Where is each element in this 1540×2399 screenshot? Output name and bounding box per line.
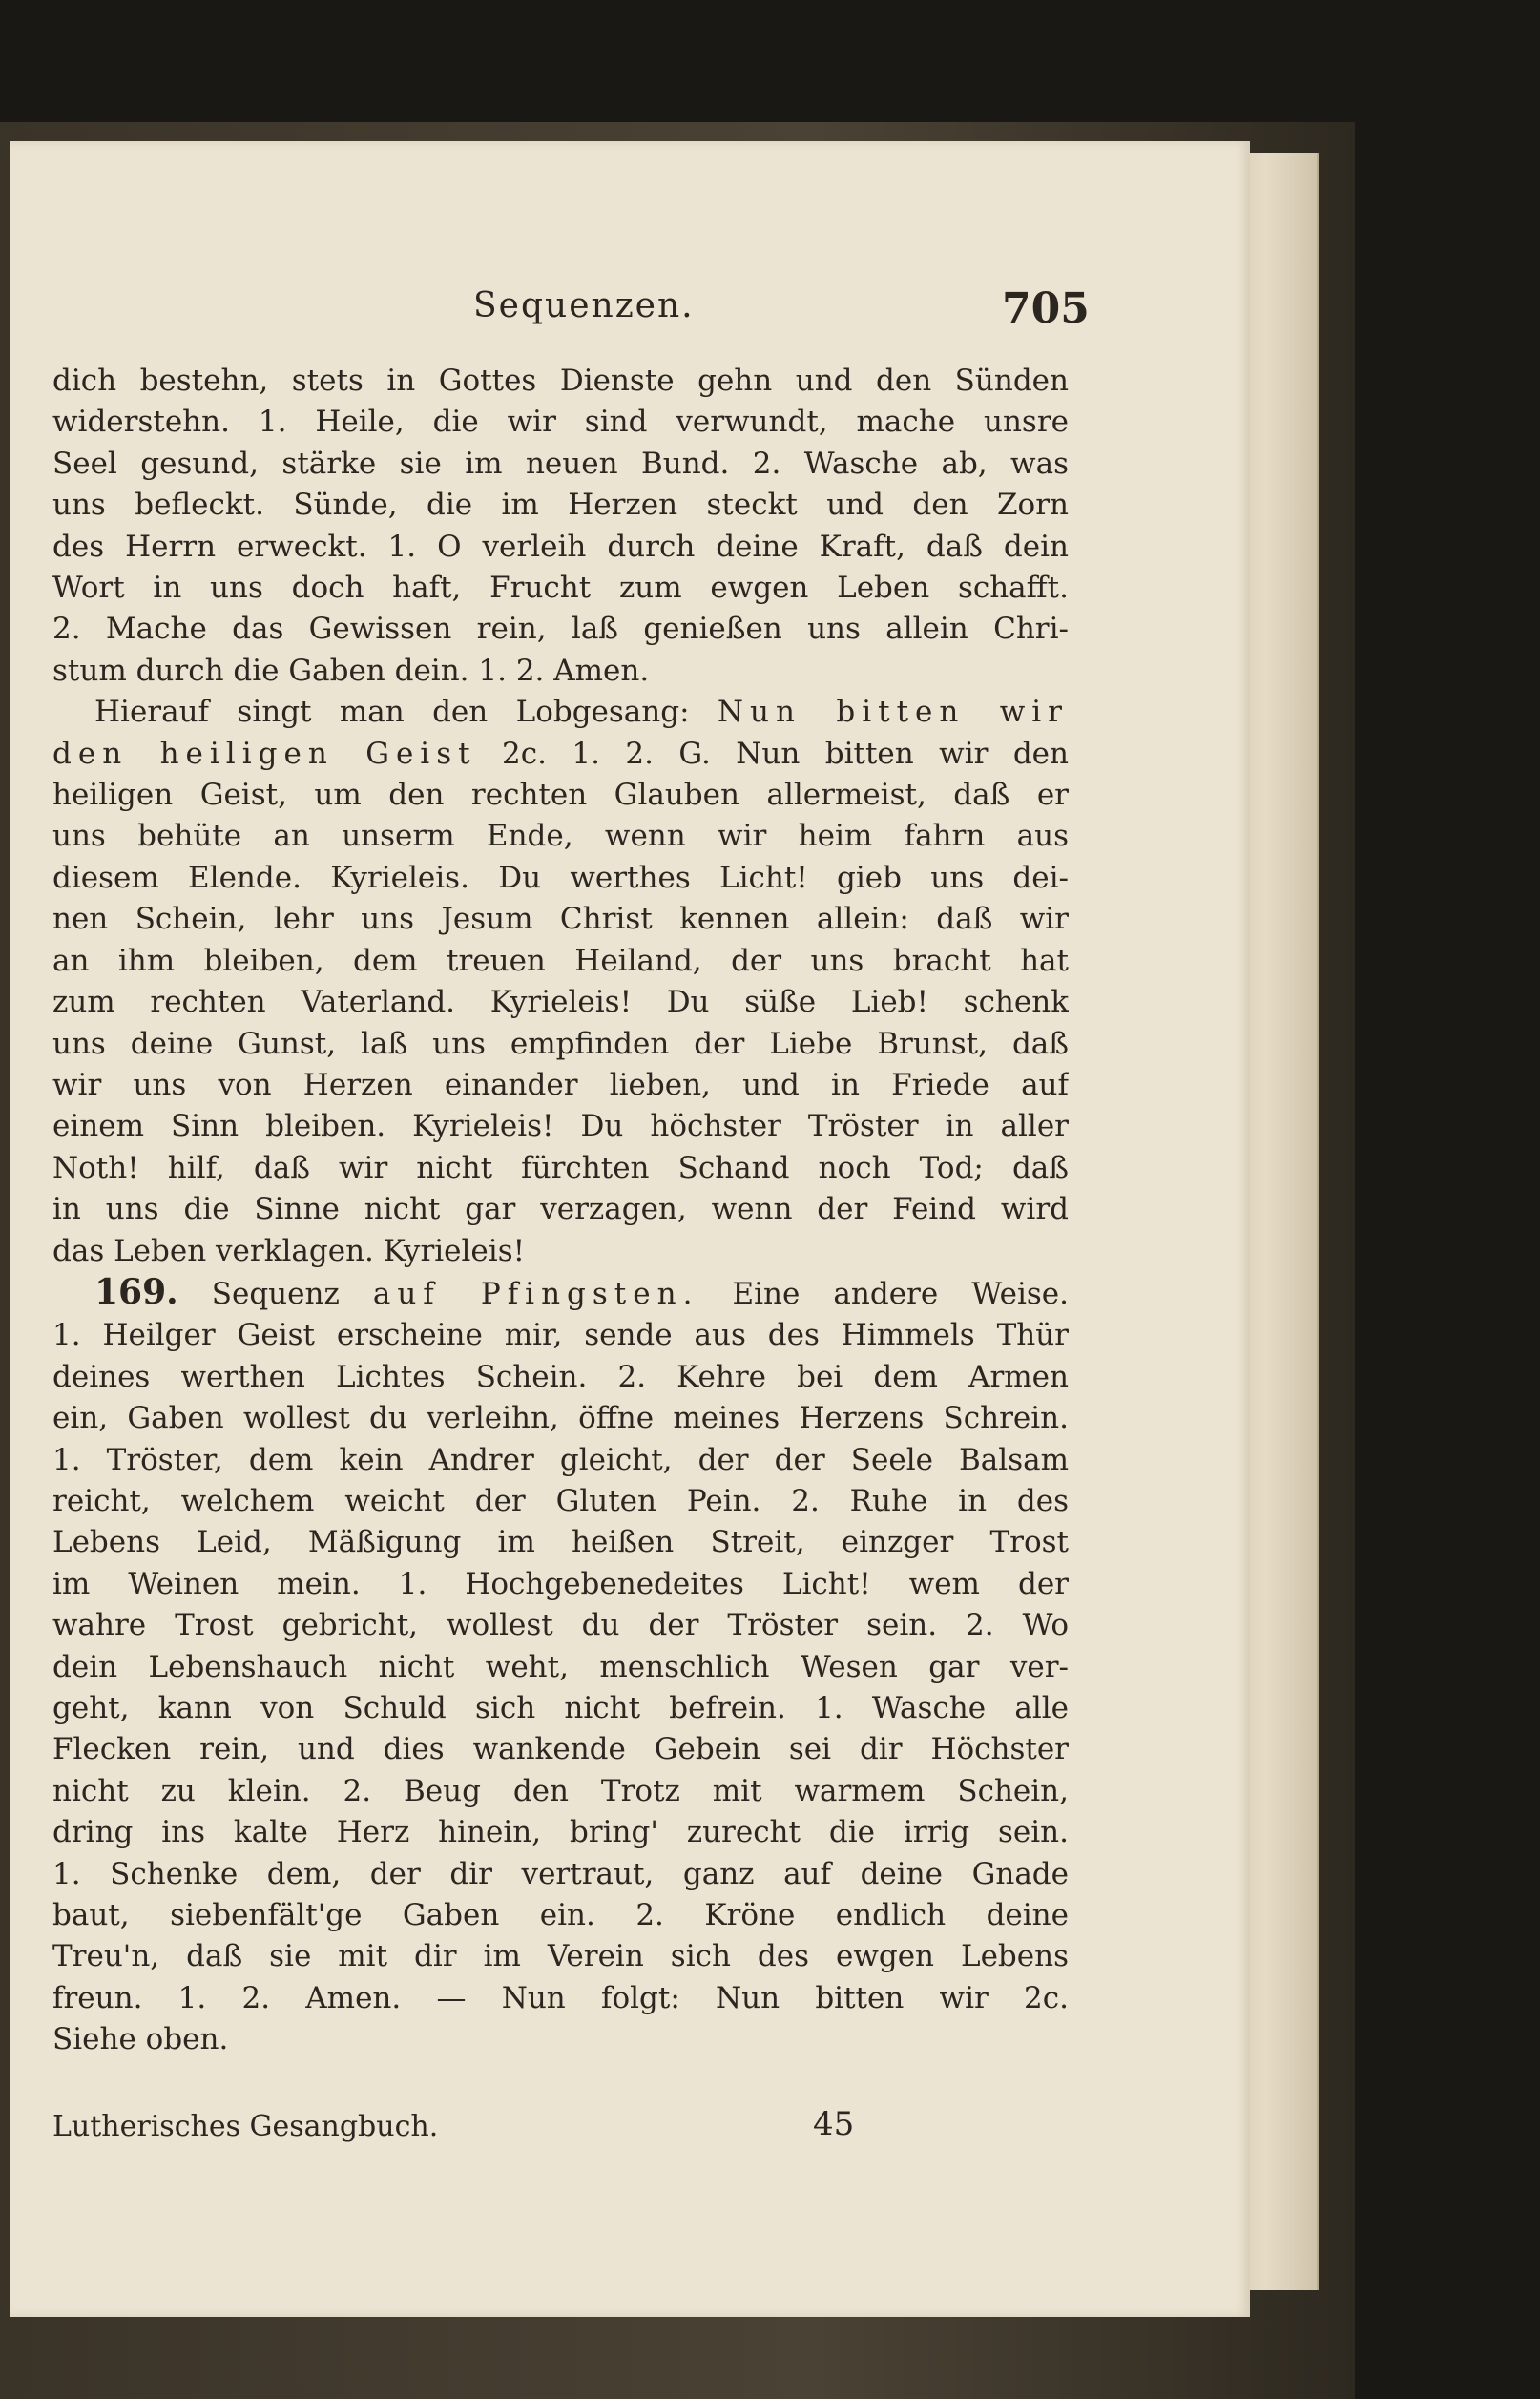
text-line: dich bestehn, stets in Gottes Dienste gehn und den Sünden xyxy=(52,364,1069,398)
text-line: nen Schein, lehr uns Jesum Christ kennen allein: daß wir xyxy=(52,902,1069,937)
text-line: an ihm bleiben, dem treuen Heiland, der uns bracht hat xyxy=(52,943,1069,978)
text-line: baut, siebenfält'ge Gaben ein. 2. Kröne endlich deine xyxy=(52,1898,1069,1933)
text-line: zum rechten Vaterland. Kyrieleis! Du süße Lieb! schenk xyxy=(52,985,1069,1020)
signature-mark: 45 xyxy=(813,2105,855,2143)
text-line: uns behüte an unserm Ende, wenn wir heim fahrn aus xyxy=(52,819,1069,854)
text-line: des Herrn erweckt. 1. O verleih durch deine Kraft, daß dein xyxy=(52,529,1069,564)
text-line: wir uns von Herzen einander lieben, und in Friede auf xyxy=(52,1067,1069,1102)
text-line: das Leben verklagen. Kyrieleis! xyxy=(52,1233,526,1268)
text-line: freun. 1. 2. Amen. — Nun folgt: Nun bitten wir 2c. xyxy=(52,1980,1069,2015)
text-run: Hierauf singt man den Lobgesang: xyxy=(94,695,718,730)
text-line: widerstehn. 1. Heile, die wir sind verwundt, mache unsre xyxy=(52,405,1069,440)
text-line: 1. Schenke dem, der dir vertraut, ganz auf deine Gnade xyxy=(52,1856,1069,1891)
hymn-heading xyxy=(52,1272,1069,1315)
page-number: 705 xyxy=(1002,284,1090,333)
text-line: 2. Mache das Gewissen rein, laß genießen uns allein Chri- xyxy=(52,612,1069,647)
text-line: einem Sinn bleiben. Kyrieleis! Du höchster Tröster in aller xyxy=(52,1109,1069,1144)
text-line: Noth! hilf, daß wir nicht fürchten Schand noch Tod; daß xyxy=(52,1150,1069,1185)
text-line: uns befleckt. Sünde, die im Herzen steckt und den Zorn xyxy=(52,488,1069,523)
hymn-title: Sequenz xyxy=(211,1276,373,1311)
text-line: ein, Gaben wollest du verleihn, öffne meines Herzens Schrein. xyxy=(52,1401,1069,1436)
text-line: uns deine Gunst, laß uns empfinden der Liebe Brunst, daß xyxy=(52,1026,1069,1061)
text-run: 2c. 1. 2. G. Nun bitten wir den xyxy=(476,736,1069,771)
text-line: diesem Elende. Kyrieleis. Du werthes Licht! gieb uns dei- xyxy=(52,860,1069,895)
spaced-text-run: Nun bitten wir xyxy=(717,695,1069,730)
book-title-footer: Lutherisches Gesangbuch. xyxy=(52,2110,439,2143)
text-line: dein Lebenshauch nicht weht, menschlich Wesen gar ver- xyxy=(52,1649,1069,1684)
text-line: im Weinen mein. 1. Hochgebenedeites Licht! wem der xyxy=(52,1566,1069,1601)
hymn-number: 169. xyxy=(94,1271,178,1312)
text-line: 1. Heilger Geist erscheine mir, sende aus des Himmels Thür xyxy=(52,1318,1069,1353)
text-line: Siehe oben. xyxy=(52,2022,229,2057)
text-line: heiligen Geist, um den rechten Glauben allermeist, daß er xyxy=(52,778,1069,813)
body-text xyxy=(52,361,1069,2061)
text-line: Wort in uns doch haft, Frucht zum ewgen Leben schafft. xyxy=(52,571,1069,606)
text-line: reicht, welchem weicht der Gluten Pein. 2. Ruhe in des xyxy=(52,1483,1069,1518)
text-line xyxy=(52,734,1069,775)
text-line: dring ins kalte Herz hinein, bring' zurecht die irrig sein. xyxy=(52,1815,1069,1850)
text-line: stum durch die Gaben dein. 1. 2. Amen. xyxy=(52,653,650,688)
text-line: 1. Tröster, dem kein Andrer gleicht, der der Seele Balsam xyxy=(52,1442,1069,1477)
text-line: Treu'n, daß sie mit dir im Verein sich des ewgen Lebens xyxy=(52,1939,1069,1974)
hymn-title-spaced: auf Pfingsten. xyxy=(372,1276,699,1311)
hymn-melody: Eine andere Weise. xyxy=(698,1276,1069,1311)
text-line: in uns die Sinne nicht gar verzagen, wenn der Feind wird xyxy=(52,1192,1069,1227)
text-line: Flecken rein, und dies wankende Gebein sei dir Höchster xyxy=(52,1732,1069,1767)
spaced-text-run: den heiligen Geist xyxy=(52,736,477,771)
running-head: Sequenzen. xyxy=(473,286,695,325)
text-line: wahre Trost gebricht, wollest du der Tröster sein. 2. Wo xyxy=(52,1608,1069,1643)
text-line: deines werthen Lichtes Schein. 2. Kehre bei dem Armen xyxy=(52,1359,1069,1394)
text-line: nicht zu klein. 2. Beug den Trotz mit warmem Schein, xyxy=(52,1773,1069,1808)
text-line: Lebens Leid, Mäßigung im heißen Streit, einzger Trost xyxy=(52,1525,1069,1560)
text-line xyxy=(52,692,1069,733)
text-line: Seel gesund, stärke sie im neuen Bund. 2. Wasche ab, was xyxy=(52,446,1069,481)
text-line: geht, kann von Schuld sich nicht befrein. 1. Wasche alle xyxy=(52,1691,1069,1725)
